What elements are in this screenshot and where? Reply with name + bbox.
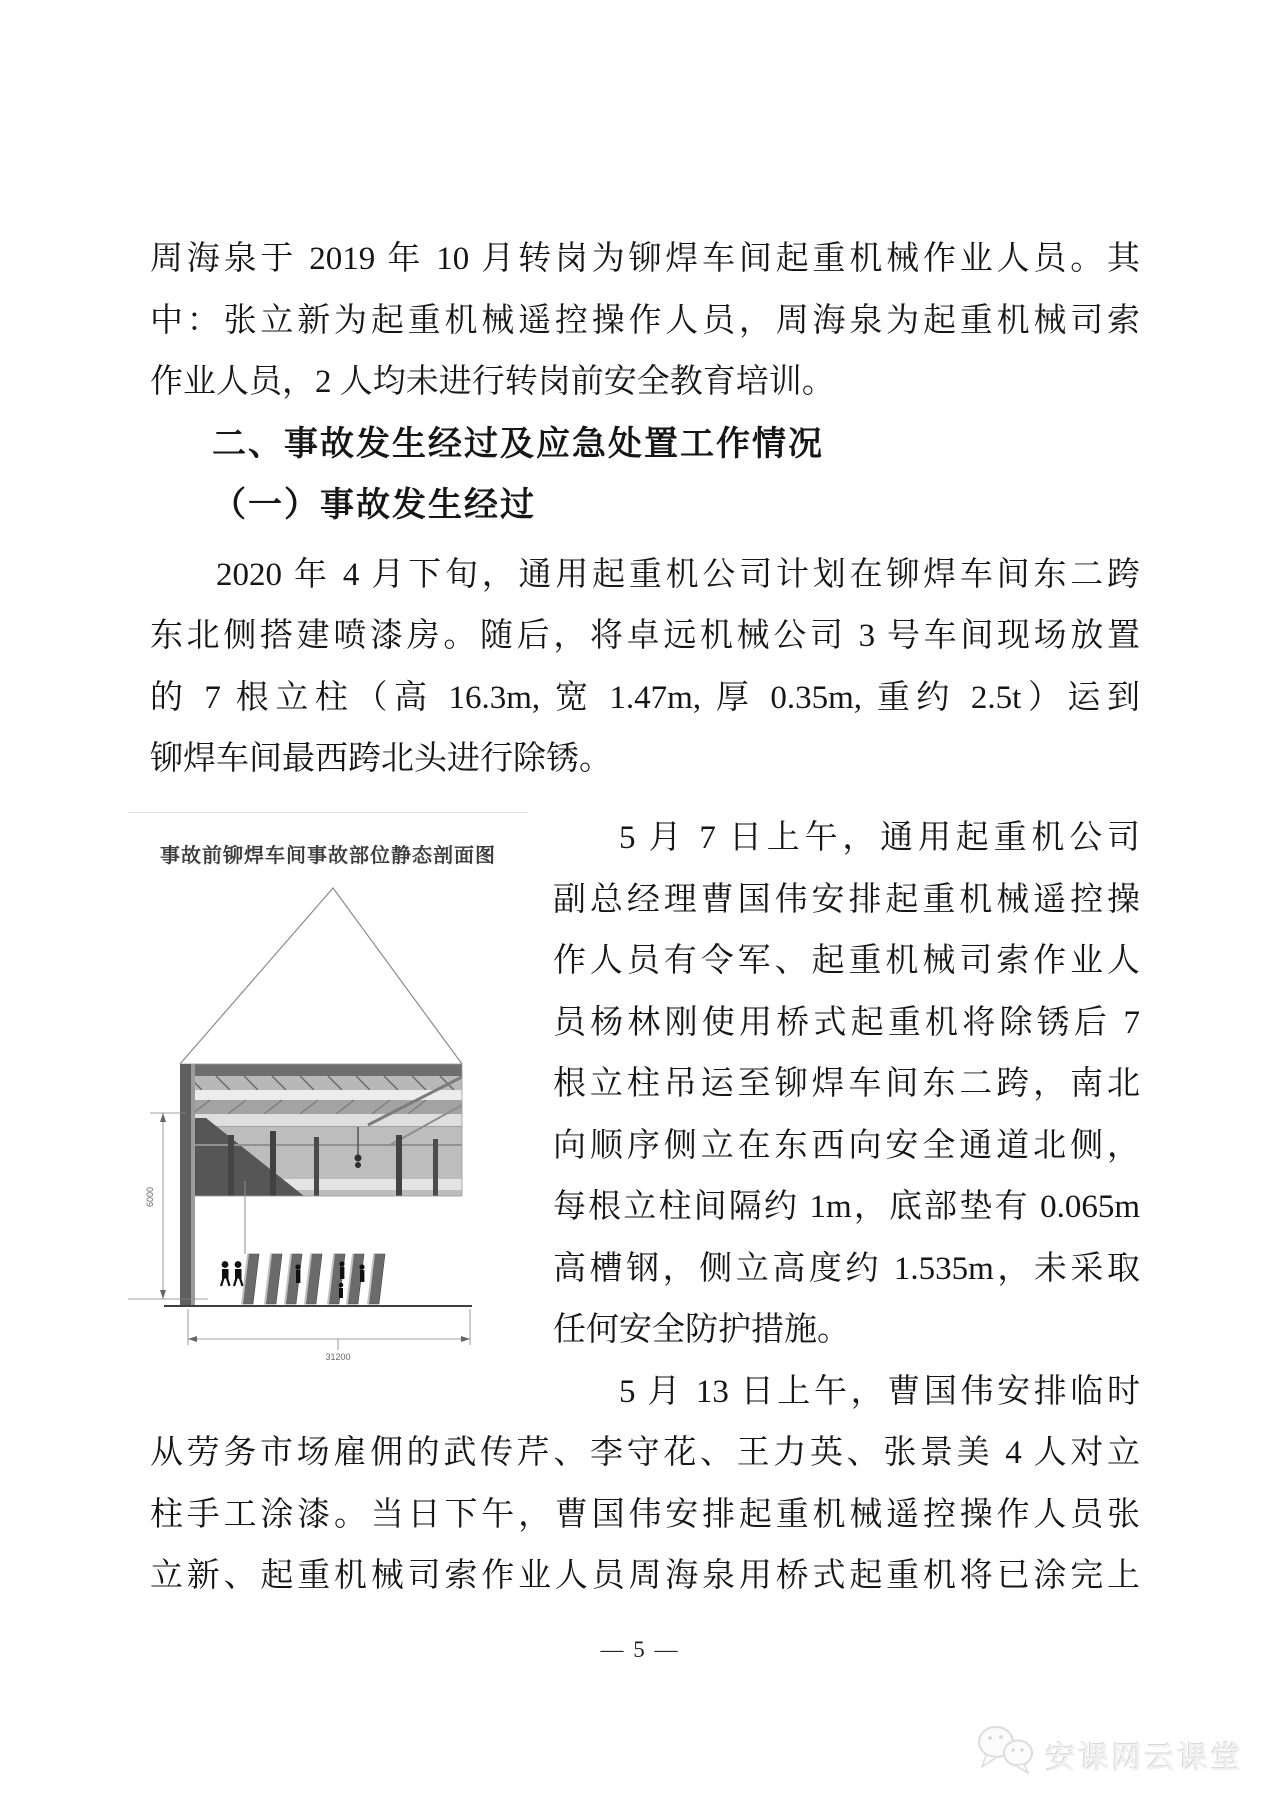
body-line: 东北侧搭建喷漆房。随后，将卓远机械公司 3 号车间现场放置 xyxy=(150,618,1140,654)
figure-title: 事故前铆焊车间事故部位静态剖面图 xyxy=(160,844,496,867)
roof-outline xyxy=(180,888,462,1064)
body-line: 每根立柱间隔约 1m，底部垫有 0.065m xyxy=(553,1189,1140,1225)
height-dimension-label: 6000 xyxy=(145,1186,155,1207)
subsection-heading: （一）事故发生经过 xyxy=(212,487,536,524)
paragraph xyxy=(150,545,1140,791)
body-line: 5 月 13 日上午，曹国伟安排临时 xyxy=(619,1373,1140,1410)
body-line: 员杨林刚使用桥式起重机将除锈后 7 xyxy=(553,1004,1140,1041)
section-heading: 二、事故发生经过及应急处置工作情况 xyxy=(212,425,824,463)
paragraph xyxy=(150,229,1140,414)
workshop-section-diagram xyxy=(128,813,528,1418)
workshop-photo xyxy=(182,1064,462,1196)
width-dimension xyxy=(188,1309,470,1350)
body-line: 2020 年 4 月下旬，通用起重机公司计划在铆焊车间东二跨 xyxy=(216,556,1140,593)
width-dimension-label: 31200 xyxy=(325,1351,351,1362)
body-line: 5 月 7 日上午，通用起重机公司 xyxy=(619,820,1140,856)
body-line: 柱手工涂漆。当日下午，曹国伟安排起重机械遥控操作人员张 xyxy=(150,1496,1140,1533)
chat-bubbles-icon xyxy=(974,1722,1040,1778)
body-line: 副总经理曹国伟安排起重机械遥控操 xyxy=(553,881,1140,918)
body-line: 中：张立新为起重机械遥控操作人员，周海泉为起重机械司索 xyxy=(150,302,1140,339)
body-line: 立新、起重机械司索作业人员周海泉用桥式起重机将已涂完上 xyxy=(150,1558,1140,1594)
body-line: 向顺序侧立在东西向安全通道北侧， xyxy=(553,1127,1140,1164)
page-number: — 5 — xyxy=(600,1637,680,1662)
figure-cross-section xyxy=(128,812,528,1417)
body-line: 作人员有令军、起重机械司索作业人 xyxy=(553,943,1140,979)
body-line: 高槽钢，侧立高度约 1.535m，未采取 xyxy=(553,1250,1140,1287)
body-line: 的 7 根立柱（高 16.3m, 宽 1.47m, 厚 0.35m, 重约 2.5t）运到 xyxy=(150,679,1140,716)
body-line: 作业人员，2 人均未进行转岗前安全教育培训。 xyxy=(150,364,835,400)
body-line: 铆焊车间最西跨北头进行除锈。 xyxy=(150,741,612,777)
body-line: 周海泉于 2019 年 10 月转岗为铆焊车间起重机械作业人员。其 xyxy=(150,241,1140,277)
watermark-text: 安课网云课堂 xyxy=(1046,1742,1244,1775)
body-line: 从劳务市场雇佣的武传芹、李守花、王力英、张景美 4 人对立 xyxy=(150,1435,1140,1471)
document-body xyxy=(145,229,1140,1608)
body-line: 根立柱吊运至铆焊车间东二跨，南北 xyxy=(553,1066,1140,1102)
body-line: 任何安全防护措施。 xyxy=(553,1312,850,1348)
